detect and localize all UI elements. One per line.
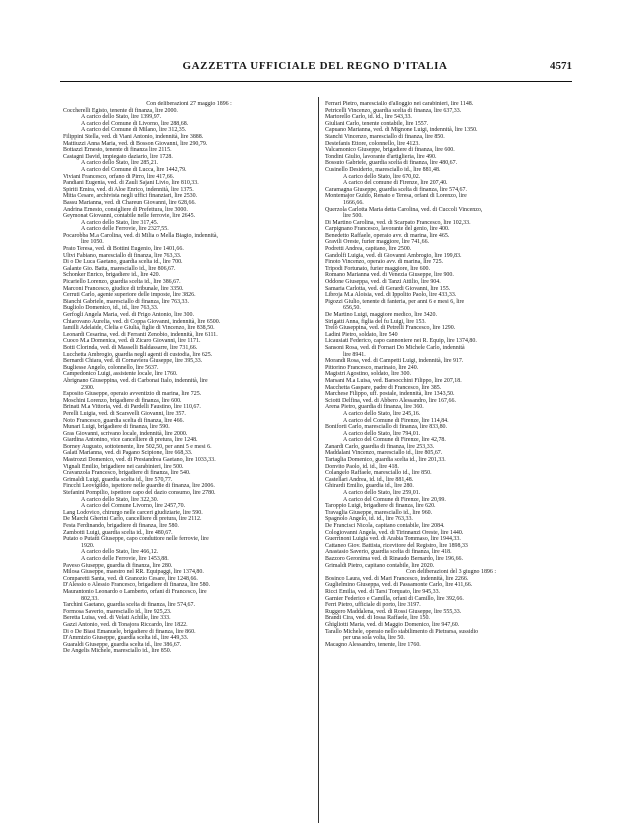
column-divider <box>318 97 319 823</box>
pension-entry: Perelli Luigia, ved. di Scarsvelli Giovanni, lire 357. <box>63 410 186 417</box>
pension-entry: Licausiati Federico, capo cannoniere nei R. Equip, lire 1374,80. <box>325 338 477 345</box>
pension-entry: Carpignano Francesco, lavorante del genio, lire 400. <box>325 226 450 233</box>
pension-entry: Cerruti Carlo, agente superiore delle imposte, lire 3826. <box>63 292 196 299</box>
pension-entry: Bianchi Gabriele, maresciallo di finanza, lire 763,33. <box>63 298 189 305</box>
pension-entry: Beretta Luisa, ved. di Velati Achille, lire 333. <box>63 615 171 622</box>
pension-entry: Stanchi Vincenzo, maresciallo di finanza, lire 850. <box>325 133 445 140</box>
pension-entry: Guaraldi Giuseppe, guardia scelta id., lire 386,67. <box>63 641 182 648</box>
pension-entry: Andrina Ernesto, consigliere di Prefettura, lire 3000. <box>63 206 188 213</box>
pension-entry: Colangelo Raffaele, maresciallo id., lire 850. <box>325 470 432 477</box>
entry-continuation: A carico delle Ferrovie, lire 1453,88. <box>81 555 169 562</box>
pension-entry: Spagnolo Angelo, id. id., lire 763,33. <box>325 516 413 523</box>
entry-continuation: A carico dello Stato, lire 317,45. <box>81 219 159 226</box>
page-number: 4571 <box>550 60 572 72</box>
entry-continuation: 1666,66. <box>343 199 364 206</box>
pension-entry: Filippini Stella, ved. di Viani Antonio, indennità, lire 3888. <box>63 133 204 140</box>
pension-entry: Arena Pietro, guardia di finanza, lire 360. <box>325 404 424 411</box>
pension-entry: Schonker Enrico, brigadiere id., lire 420. <box>63 272 161 279</box>
entry-continuation: A carico del Comune di Firenze, lire 20,99. <box>343 496 446 503</box>
entry-continuation: A carico del Comune di Firenze, lire 114,84. <box>343 417 449 424</box>
pension-entry: Petricelli Vincenzo, guardia scelta di finanza, lire 637,33. <box>325 107 462 114</box>
pension-entry: Castellari Andrea, id. id., lire 881,48. <box>325 476 414 483</box>
pension-entry: Gras Giovanni, scrivano locale, indennità, lire 2000. <box>63 430 188 437</box>
pension-entry: Ruggero Maddalena, ved. di Rossi Giuseppe, lire 555,33. <box>325 608 462 615</box>
entry-continuation: per una sola volta, lire 50. <box>343 635 405 642</box>
pension-entry: Finoto Vincenzo, operaio avv. di marina, lire 725. <box>325 259 444 266</box>
pension-entry: Coccherelli Egisto, tenente di finanza, lire 2000. <box>63 107 178 114</box>
pension-entry: D'Alessio o Alessio Francesco, brigadiere di finanza, lire 580. <box>63 582 210 589</box>
pension-entry: Bottazzi Ernesto, tenente di finanza lire 2115. <box>63 147 172 154</box>
entry-continuation: A carico del Comune di Livorno, lire 288,68. <box>81 120 189 127</box>
entry-continuation: lire 8941. <box>343 351 366 358</box>
header-rule <box>60 81 572 82</box>
entry-continuation: A carico dello Stato, lire 466,12. <box>81 549 159 556</box>
pension-entry: Tarchini Gaetano, guardia scelta di finanza, lire 574,67. <box>63 602 195 609</box>
pension-entry: Moschini Lorenzo, brigadiere di finanza, lire 600. <box>63 397 182 404</box>
pension-entry: Picariello Lorenzo, guardia scelta id., lire 386,67. <box>63 279 181 286</box>
pension-entry: Giuliani Carlo, tenente contabile, lire 1557. <box>325 120 429 127</box>
pension-entry: Iamilli Adelaide, Clelia e Giulia, figlie di Vincenzo, lire 838,50. <box>63 325 215 332</box>
entry-continuation: A carico del Comune di Firenze, lire 42,78. <box>343 437 446 444</box>
pension-entry: Bassu Marianna, ved. di Chareun Giovanni, lire 628,66. <box>63 199 196 206</box>
gazette-title: GAZZETTA UFFICIALE DEL REGNO D'ITALIA <box>182 60 448 72</box>
pension-entry: De Marchi Gherini Carlo, cancelliere di pretura, lire 2112. <box>63 516 202 523</box>
pension-entry: Garnier Federico e Camilla, orfani di Camillo, lire 392,66. <box>325 595 464 602</box>
pension-entry: Marchese Filippo, uff. postale, indennità, lire 1343,50. <box>325 391 455 398</box>
pension-entry: Oddone Giuseppa, ved. di Tanzi Attilio, lire 904. <box>325 279 441 286</box>
pension-entry: De Martino Luigi, maggiore medico, lire 3420. <box>325 312 437 318</box>
entry-continuation: 656,50. <box>343 305 361 312</box>
page-header <box>60 60 570 76</box>
pension-entry: Leonardi Cesarina, ved. di Ferranti Zenobio, indennità, lire 6111. <box>63 331 218 338</box>
pension-entry: De Angelis Michele, maresciallo id., lire 850. <box>63 648 172 655</box>
pension-entry: Pittorino Francesco, marinaio, lire 240. <box>325 364 419 371</box>
pension-entry: Vignali Emilio, brigadiere nei carabinieri, lire 500. <box>63 463 184 470</box>
pension-entry: Lang Lodovico, chirurgo nelle carceri giudiziarie, lire 590. <box>63 509 203 516</box>
pension-entry: Morandi Rosa, ved. di Campetti Luigi, indennità, lire 917. <box>325 358 464 365</box>
pension-entry: Fincchi Leovigildo, ispettore nelle guardie di finanza, lire 2006. <box>63 483 215 490</box>
pension-entry: Noto Francesco, guardia scelta di finanza, lire 466. <box>63 417 185 424</box>
pension-entry: Sirigatti Anna, figlia del fu Luigi, lire 153. <box>325 318 426 325</box>
pension-entry: Marsani M.a Luisa, ved. Barsocchini Filippo, lire 207,18. <box>325 377 462 384</box>
pension-entry: Campedonico Luigi, assistente locale, lire 1760. <box>63 371 178 378</box>
pension-entry: Galante Gio. Batta, maresciallo id., lire 806,67. <box>63 265 176 272</box>
pension-entry: Ghirardi Emilio, guardia id., lire 280. <box>325 483 414 490</box>
pension-entry: Prato Teresa, ved. di Bottini Eugenio, lire 1401,66. <box>63 246 184 253</box>
pension-entry: Pandiani Eugenia, ved. di Zauli Sajani Livio, lire 810,33. <box>63 180 199 187</box>
pension-entry: Destefanis Ettore, colonnello, lire 4123. <box>325 140 420 147</box>
pension-entry: Mastrozzi Domenico, ved. di Prestandrea Gaetano, lire 1033,33. <box>63 457 216 464</box>
pension-entry: Di o De Luca Gaetano, guardia scelta id., lire 700. <box>63 259 183 266</box>
pension-entry: Grimaldi Pietro, capitano contabile, lire 2020. <box>325 562 435 569</box>
entry-continuation: A carico dello Stato, lire 794,01. <box>343 430 421 437</box>
pension-entry: Maddalani Vincenzo, maresciallo id., lire 805,67. <box>325 450 443 457</box>
pension-entry: Esposito Giuseppe, operaio avventizio di marina, lire 725. <box>63 391 202 398</box>
pension-entry: Putato o Putatti Giuseppe, capo conduttore nelle ferrovie, lire <box>63 536 209 543</box>
pension-entry: Grimaldi Luigi, guardia scelta id., lire 570,77. <box>63 476 173 483</box>
entry-continuation: 802,33. <box>81 595 99 602</box>
pension-entry: Cattaneo Giov. Battista, ricevitore del Registro, lire 1898,33 <box>325 542 468 549</box>
pension-entry: Cuoco M.a Domenica, ved. di Zicaro Giovanni, lire 1171. <box>63 338 201 345</box>
pension-entry: Giardina Antonino, vice cancelliere di pretura, lire 1248. <box>63 437 198 444</box>
pension-entry: Tripodi Fortunato, furier maggiore, lire 600. <box>325 265 430 272</box>
pension-entry: Montemajor Guido, Renato e Teresa, orfani di Lorenzo, lire <box>325 193 467 200</box>
pension-entry: Pigozzi Giulio, tenente di fanteria, per anni 6 e mesi 6, lire <box>325 298 465 305</box>
pension-entry: Stefanini Pompilio, ispettore capo del dazio consumo, lire 2780. <box>63 490 216 497</box>
pension-entry: Caramagna Giuseppe, guardia scelta di finanza, lire 574,67. <box>325 186 467 193</box>
pension-entry: Valcamonico Giuseppe, brigadiere di finanza, lire 600. <box>325 147 455 154</box>
right-column <box>325 101 577 823</box>
pension-entry: Lucchetta Ambrogio, guardia negli agenti di custodia, lire 625. <box>63 351 213 358</box>
entry-continuation: A carico dello Stato, lire 245,16. <box>343 410 421 417</box>
entry-continuation: A carico dello Stato, lire 670,02. <box>343 173 421 180</box>
entry-continuation: lire 1050. <box>81 239 104 246</box>
pension-entry: Sciotti Delfina, ved. di Abbero Alessandro, lire 167,66. <box>325 397 456 404</box>
pension-entry: Tondini Giulio, lavorante d'artiglieria, lire 490. <box>325 153 437 160</box>
pension-entry: Munari Luigi, brigadiere di finanza, lire 590. <box>63 424 170 431</box>
pension-entry: De Francisci Nicola, capitano contabile, lire 2084. <box>325 523 445 529</box>
pension-entry: Benedetto Raffaele, operaio avv. di marina, lire 465. <box>325 232 450 239</box>
pension-entry: Spiriti Emira, ved. di Aloe Enrico, indennità, lire 1375. <box>63 186 194 193</box>
pension-entry: Querzola Carlotta Maria detta Carolina, ved. di Cuccoli Vincenzo, <box>325 206 483 213</box>
entry-continuation: A carico dello Stato, lire 259,01. <box>343 490 421 497</box>
pension-entry: Di Martino Carolina, ved. di Scarpato Francesco, lire 102,33. <box>325 219 471 226</box>
pension-entry: Gravili Oreste, furier maggiore, lire 741,66. <box>325 239 430 246</box>
pension-entry: Zambotti Luigi, guardia scelta id., lire 480,67. <box>63 529 173 536</box>
pension-entry: Bugliolo Domenico, id., id., lire 763,33. <box>63 305 159 312</box>
pension-entry: Tartaglia Domenico, guardia scelta id., lire 201,33. <box>325 457 446 464</box>
pension-entry: Bugliesse Angelo, colonnello, lire 5637. <box>63 364 159 371</box>
pension-entry: Galati Marianna, ved. di Pagano Scipione, lire 668,33. <box>63 450 193 457</box>
pension-entry: Marconi Francesco, giudice di tribunale, lire 3350. <box>63 285 184 292</box>
pension-entry: Ghigliotti Maria, ved. di Maggio Domenico, lire 947,60. <box>325 621 460 628</box>
pension-entry: Viviani Francesco, orfano di Pirro, lire 417,66. <box>63 173 175 180</box>
pension-entry: Trelò Giuseppina, ved. di Petrelli Francesco, lire 1290. <box>325 325 456 332</box>
pension-entry: Boniforti Carlo, maresciallo di finanza, lire 833,80. <box>325 424 448 431</box>
pension-entry: Libroja M.a Aloisia, ved. di Ippolito Paolo, lire 433,33. <box>325 292 457 299</box>
pension-entry: Ricci Emilia, ved. di Tarsi Torquato, lire 945,33. <box>325 588 441 595</box>
pension-entry: Capuano Marianna, ved. di Mignone Luigi, indennità, lire 1350. <box>325 127 478 134</box>
pension-entry: Gandolfi Luigia, ved. di Giovanni Ambrogio, lire 199,83. <box>325 252 462 259</box>
entry-continuation: lire 500. <box>343 213 363 220</box>
pension-entry: Chiarovano Aurelia, ved. di Coppa Giovanni, indennità, lire 6500. <box>63 318 221 325</box>
entry-continuation: A carico del comune di Firenze, lire 207,40. <box>343 180 448 187</box>
entry-continuation: 2300. <box>81 384 95 391</box>
pension-entry: Comparetti Santa, ved. di Granozio Cesare, lire 1248,66. <box>63 575 198 582</box>
left-column <box>63 101 315 823</box>
pension-entry: Milosa Giuseppe, maestro nel RR. Equipaggi, lire 1374,80. <box>63 569 204 576</box>
deliberation-heading: Con deliberazioni 27 maggio 1896 : <box>146 101 232 107</box>
pension-entry: Ultvi Fabiano, maresciallo di finanza, lire 763,33. <box>63 252 182 259</box>
pension-entry: Donvito Paolo, id. id., lire 418. <box>325 463 399 470</box>
pension-entry: Samaria Carlotta, ved. di Gerardi Giovanni, lire 155. <box>325 285 451 292</box>
pension-entry: Macagno Alessandro, tenente, lire 1760. <box>325 641 421 648</box>
pension-entry: Ferri Pietro, ufficiale di porto, lire 3197. <box>325 602 421 609</box>
deliberation-heading: Con deliberazioni del 3 giugno 1896 : <box>405 569 497 576</box>
entry-continuation: 1920. <box>81 542 95 549</box>
entry-continuation: A carico delle Ferrovie, lire 2327,55. <box>81 226 169 233</box>
pension-entry: Bernardi Chiara, ved. di Cornaviera Giuseppe, lire 395,33. <box>63 358 203 365</box>
entry-continuation: A carico del Comune di Lucca, lire 1442,79. <box>81 166 187 173</box>
pension-entry: Cologiovanni Angela, ved. di Tirinnanzi Oreste, lire 1440. <box>325 529 464 536</box>
pension-entry: Pocarobba M.a Carolina, ved. di Milia o Mella Biagio, indennità, <box>63 232 219 239</box>
pension-entry: Festa Ferdinando, brigadiere di finanza, lire 580. <box>63 523 179 529</box>
pension-entry: Borney Augusto, sottotenente, lire 502,50, per anni 5 e mesi 6. <box>63 443 212 450</box>
pension-entry: Botti Clorinda, ved. di Masselli Baldassarre, lire 731,66. <box>63 344 198 351</box>
pension-entry: Castagni David, impiegato daziario, lire 1728. <box>63 153 173 160</box>
entry-continuation: A carico dello Stato, lire 1399,97. <box>81 114 162 121</box>
pension-entry: Brinati M.a Vittoria, ved. di Pardelli Faustino, lire 110,67. <box>63 404 201 411</box>
pension-entry: Sansoni Rosa, ved. di Fornari Do Michele Carlo, indennità <box>325 344 465 351</box>
pension-entry: Maurantonio Leonardo o Lamberto, orfani di Francesco, lire <box>63 588 207 595</box>
pension-entry: Guerrinoni Luigia ved. di Arabia Tommaso, lire 1944,33. <box>325 536 461 543</box>
pension-entry: Guglielmino Giuseppa, ved. di Passamonte Carlo, lire 411,66. <box>325 582 473 589</box>
pension-entry: Bossuto Gabriele, guardia scelta di finanza, lire 480,67. <box>325 160 458 167</box>
pension-entry: Zanardi Carlo, guardia di finanza, lire 253,33. <box>325 443 435 450</box>
entry-continuation: A carico dello Stato, lire 285,21. <box>81 160 159 167</box>
entry-continuation: A carico del Comune di Milano, lire 312,35. <box>81 127 187 134</box>
pension-entry: Formosa Saverio, maresciallo id., lire 925,23. <box>63 608 172 615</box>
pension-entry: Ladini Pietro, soldato, lire 540 <box>325 331 398 338</box>
pension-entry: Tarallo Michele, operaio nello stabilimento di Pietrarsa, sussidio <box>325 628 479 635</box>
pension-entry: Martorello Carlo, id. id., lire 543,33. <box>325 114 412 121</box>
pension-entry: D'Ammizio Giuseppe, guardia scelta id., lire 449,33. <box>63 635 189 642</box>
pension-entry: Travaglia Giuseppe, maresciallo id., lire 960. <box>325 509 433 516</box>
pension-entry: Magistri Agostino, soldato, lire 300. <box>325 371 411 378</box>
pension-entry: Gazzi Antonio, ved. di Tonajora Riccardo, lire 1822. <box>63 621 188 628</box>
pension-entry: Bosinco Laura, ved. di Mari Francesco, indennità, lire 2266. <box>325 575 469 582</box>
entry-continuation: A carico dello Stato, lire 322,30. <box>81 496 159 503</box>
pension-entry: Anastasio Saverio, guardia scelta di finanza, lire 418. <box>325 549 452 556</box>
pension-entry: Ferrari Pietro, maresciallo d'alloggio nei carabinieri, lire 1148. <box>325 101 474 107</box>
pension-entry: Cusinello Desiderio, maresciallo id., lire 881,48. <box>325 166 441 173</box>
pension-entry: Podretti Andrea, capitano, lire 2500. <box>325 246 412 253</box>
pension-entry: Bazzoro Geronima ved. di Rinaudo Bernardo, lire 196,66. <box>325 555 464 562</box>
pension-entry: Romano Marianna ved. di Venezia Giuseppe, lire 900. <box>325 272 454 279</box>
pension-entry: Cravanzola Francesco, brigadiere di finanza, lire 540. <box>63 470 191 477</box>
pension-entry: Gerfogli Angela Maria, ved. di Frigo Antonio, lire 300. <box>63 312 194 318</box>
pension-entry: Mitta Cesare, archivista negli uffici finanziari, lire 2530. <box>63 193 198 200</box>
entry-continuation: A carico del Comune Livorno, lire 2457,70. <box>81 503 186 510</box>
pension-entry: Di o De Biasi Emanuele, brigadiere di finanza, lire 860. <box>63 628 196 635</box>
pension-entry: Taroppio Luigi, brigadiere di finanza, lire 620. <box>325 503 436 510</box>
pension-entry: Macchetta Gaspare, padre di Francesco, lire 385. <box>325 384 442 391</box>
pension-entry: Mattiuzzi Anna Maria, ved. di Bosson Giovanni, lire 290,79. <box>63 140 208 147</box>
pension-entry: Abrignano Giuseppina, ved. di Carbonai Italo, indennità, lire <box>63 377 208 384</box>
pension-entry: Paveso Giuseppe, guardia di finanza, lire 280. <box>63 562 173 569</box>
pension-entry: Brandi Cira, ved. di Iossa Raffaele, lire 150. <box>325 615 430 622</box>
pension-entry: Geymonat Giovanni, contabile nelle ferrovie, lire 2645. <box>63 213 196 220</box>
